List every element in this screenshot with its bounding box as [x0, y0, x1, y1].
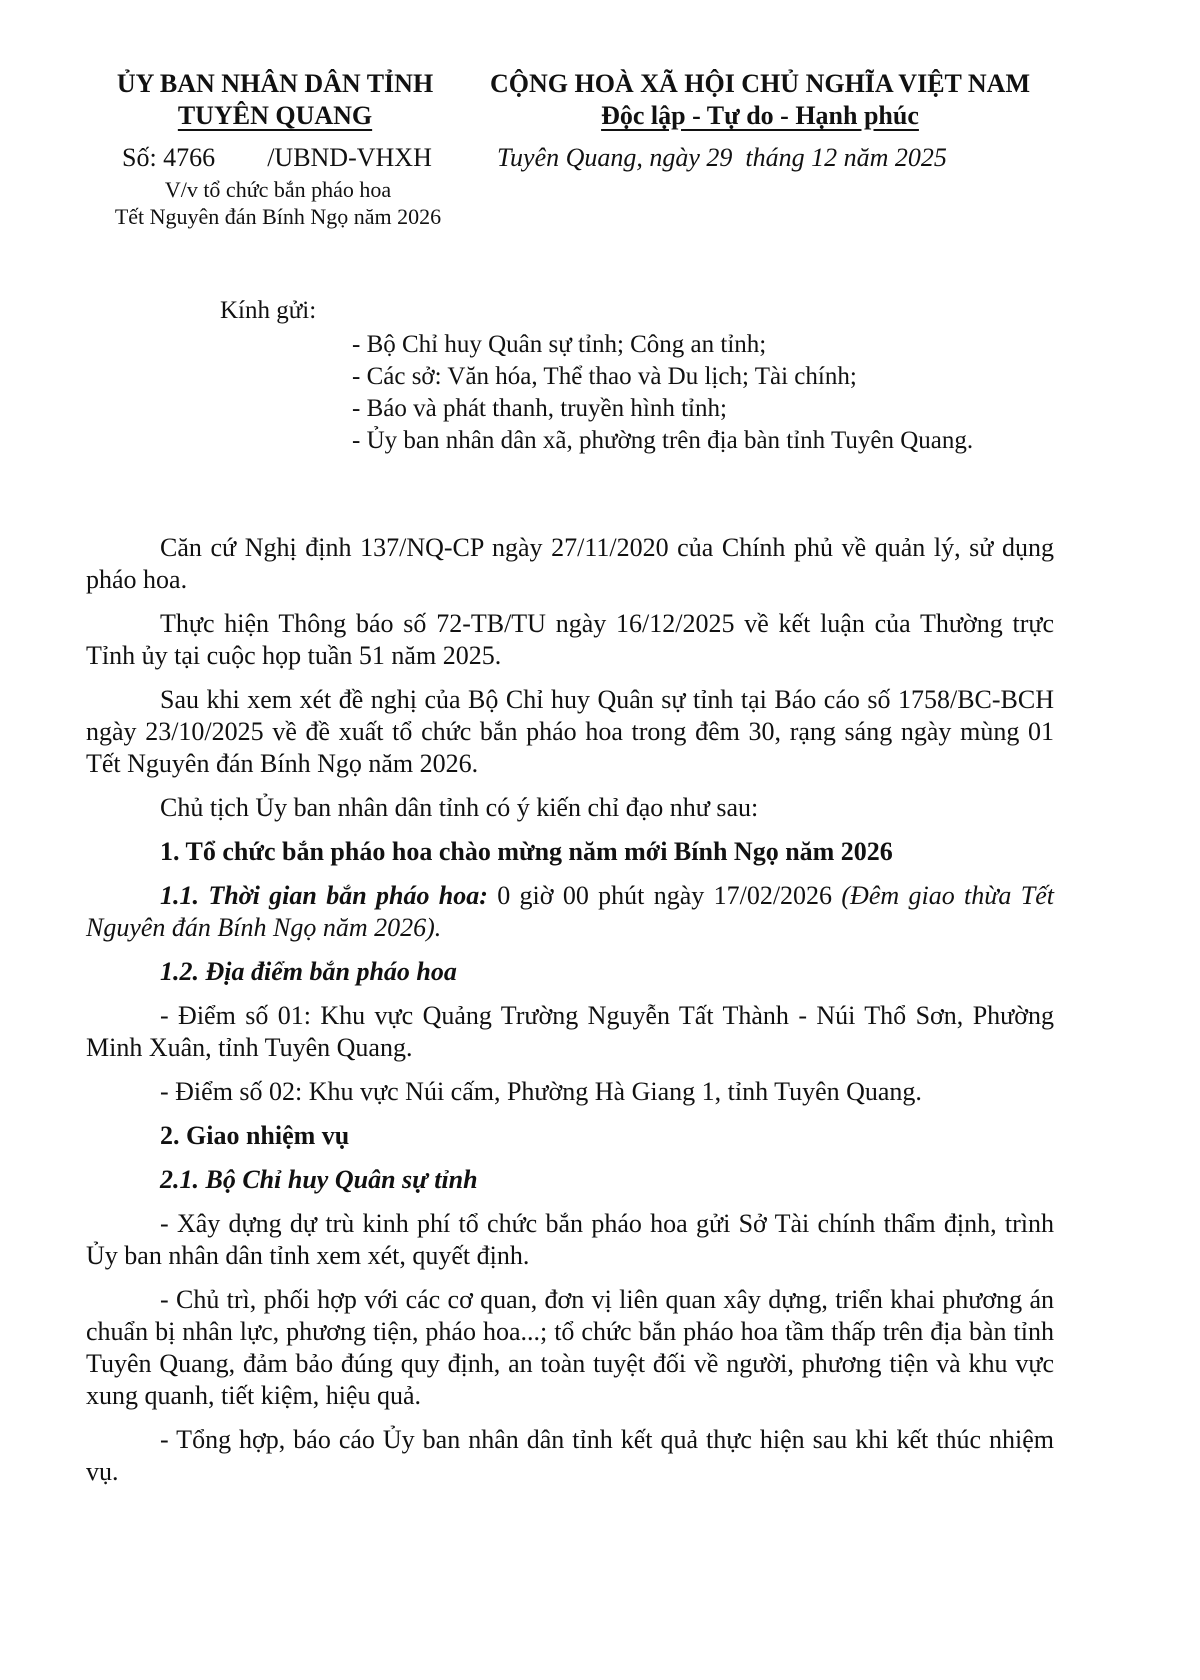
recipient-item: - Báo và phát thanh, truyền hình tỉnh;: [352, 395, 727, 422]
recipients-list: [352, 329, 973, 457]
nation-name: CỘNG HOÀ XÃ HỘI CHỦ NGHĨA VIỆT NAM: [489, 69, 1031, 98]
paragraph-notice: Thực hiện Thông báo số 72-TB/TU ngày 16/12/2025 về kết luận của Thường trực Tỉnh ủy tại cuộc họp tuần 51 năm 2025.: [86, 609, 1054, 670]
location-1: - Điểm số 01: Khu vực Quảng Trường Nguyễn Tất Thành - Núi Thổ Sơn, Phường Minh Xuân, tỉnh Tuyên Quang.: [86, 1001, 1054, 1062]
recipients-label: Kính gửi:: [220, 297, 317, 324]
section-1-1-time: 0 giờ 00 phút ngày 17/02/2026: [487, 881, 842, 910]
paragraph-proposal: Sau khi xem xét đề nghị của Bộ Chỉ huy Quân sự tỉnh tại Báo cáo số 1758/BC-BCH ngày 23/10/2025 về đề xuất tổ chức bắn pháo hoa trong đêm 30, rạng sáng ngày mùng 01 Tết Nguyên đán Bính Ngọ năm 2026.: [86, 685, 1054, 778]
task-3: - Tổng hợp, báo cáo Ủy ban nhân dân tỉnh kết quả thực hiện sau khi kết thúc nhiệm vụ.: [86, 1425, 1054, 1486]
agency-name-line2: TUYÊN QUANG: [177, 101, 373, 130]
place-date: Tuyên Quang, ngày 29 tháng 12 năm 2025: [497, 143, 947, 172]
heading-2: 2. Giao nhiệm vụ: [160, 1121, 350, 1150]
document-number: [122, 143, 432, 173]
heading-1: 1. Tổ chức bắn pháo hoa chào mừng năm mới Bính Ngọ năm 2026: [160, 837, 893, 866]
location-2: - Điểm số 02: Khu vực Núi cấm, Phường Hà Giang 1, tỉnh Tuyên Quang.: [160, 1077, 922, 1106]
section-1-1-note: (Đêm giao thừa Tết Nguyên đán Bính Ngọ năm 2026).: [86, 881, 1054, 942]
heading-1-2: 1.2. Địa điểm bắn pháo hoa: [160, 957, 457, 986]
number-prefix: Số: 4766: [122, 143, 216, 172]
subject-line2: Tết Nguyên đán Bính Ngọ năm 2026: [114, 204, 442, 229]
recipient-item: - Ủy ban nhân dân xã, phường trên địa bàn tỉnh Tuyên Quang.: [352, 427, 974, 454]
paragraph-legal-basis: Căn cứ Nghị định 137/NQ-CP ngày 27/11/2020 của Chính phủ về quản lý, sử dụng pháo hoa.: [86, 533, 1054, 594]
number-suffix: /UBND-VHXH: [267, 143, 432, 172]
issuing-agency: [100, 68, 450, 132]
recipient-item: - Các sở: Văn hóa, Thể thao và Du lịch; Tài chính;: [352, 363, 857, 390]
task-1: - Xây dựng dự trù kinh phí tổ chức bắn pháo hoa gửi Sở Tài chính thẩm định, trình Ủy ban nhân dân tỉnh xem xét, quyết định.: [86, 1209, 1054, 1270]
recipient-item: - Bộ Chỉ huy Quân sự tỉnh; Công an tỉnh;: [352, 331, 767, 358]
subject-line1: V/v tổ chức bắn pháo hoa: [164, 177, 392, 202]
section-1-1: [86, 880, 1054, 944]
section-1-1-label: 1.1. Thời gian bắn pháo hoa:: [160, 881, 488, 910]
document-body: [86, 532, 1054, 1500]
task-2: - Chủ trì, phối hợp với các cơ quan, đơn vị liên quan xây dựng, triển khai phương án chuẩn bị nhân lực, phương tiện, pháo hoa...; tổ chức bắn pháo hoa tầm thấp trên địa bàn tỉnh Tuyên Quang, đảm bảo đúng quy định, an toàn tuyệt đối về người, phương tiện và khu vực xung quanh, tiết kiệm, hiệu quả.: [86, 1285, 1054, 1410]
paragraph-directive-intro: Chủ tịch Ủy ban nhân dân tỉnh có ý kiến chỉ đạo như sau:: [160, 793, 759, 822]
subject: [88, 176, 468, 230]
heading-2-1: 2.1. Bộ Chỉ huy Quân sự tỉnh: [160, 1165, 478, 1194]
national-motto: [480, 68, 1040, 132]
motto: Độc lập - Tự do - Hạnh phúc: [601, 101, 919, 130]
agency-name-line1: ỦY BAN NHÂN DÂN TỈNH: [116, 69, 434, 98]
